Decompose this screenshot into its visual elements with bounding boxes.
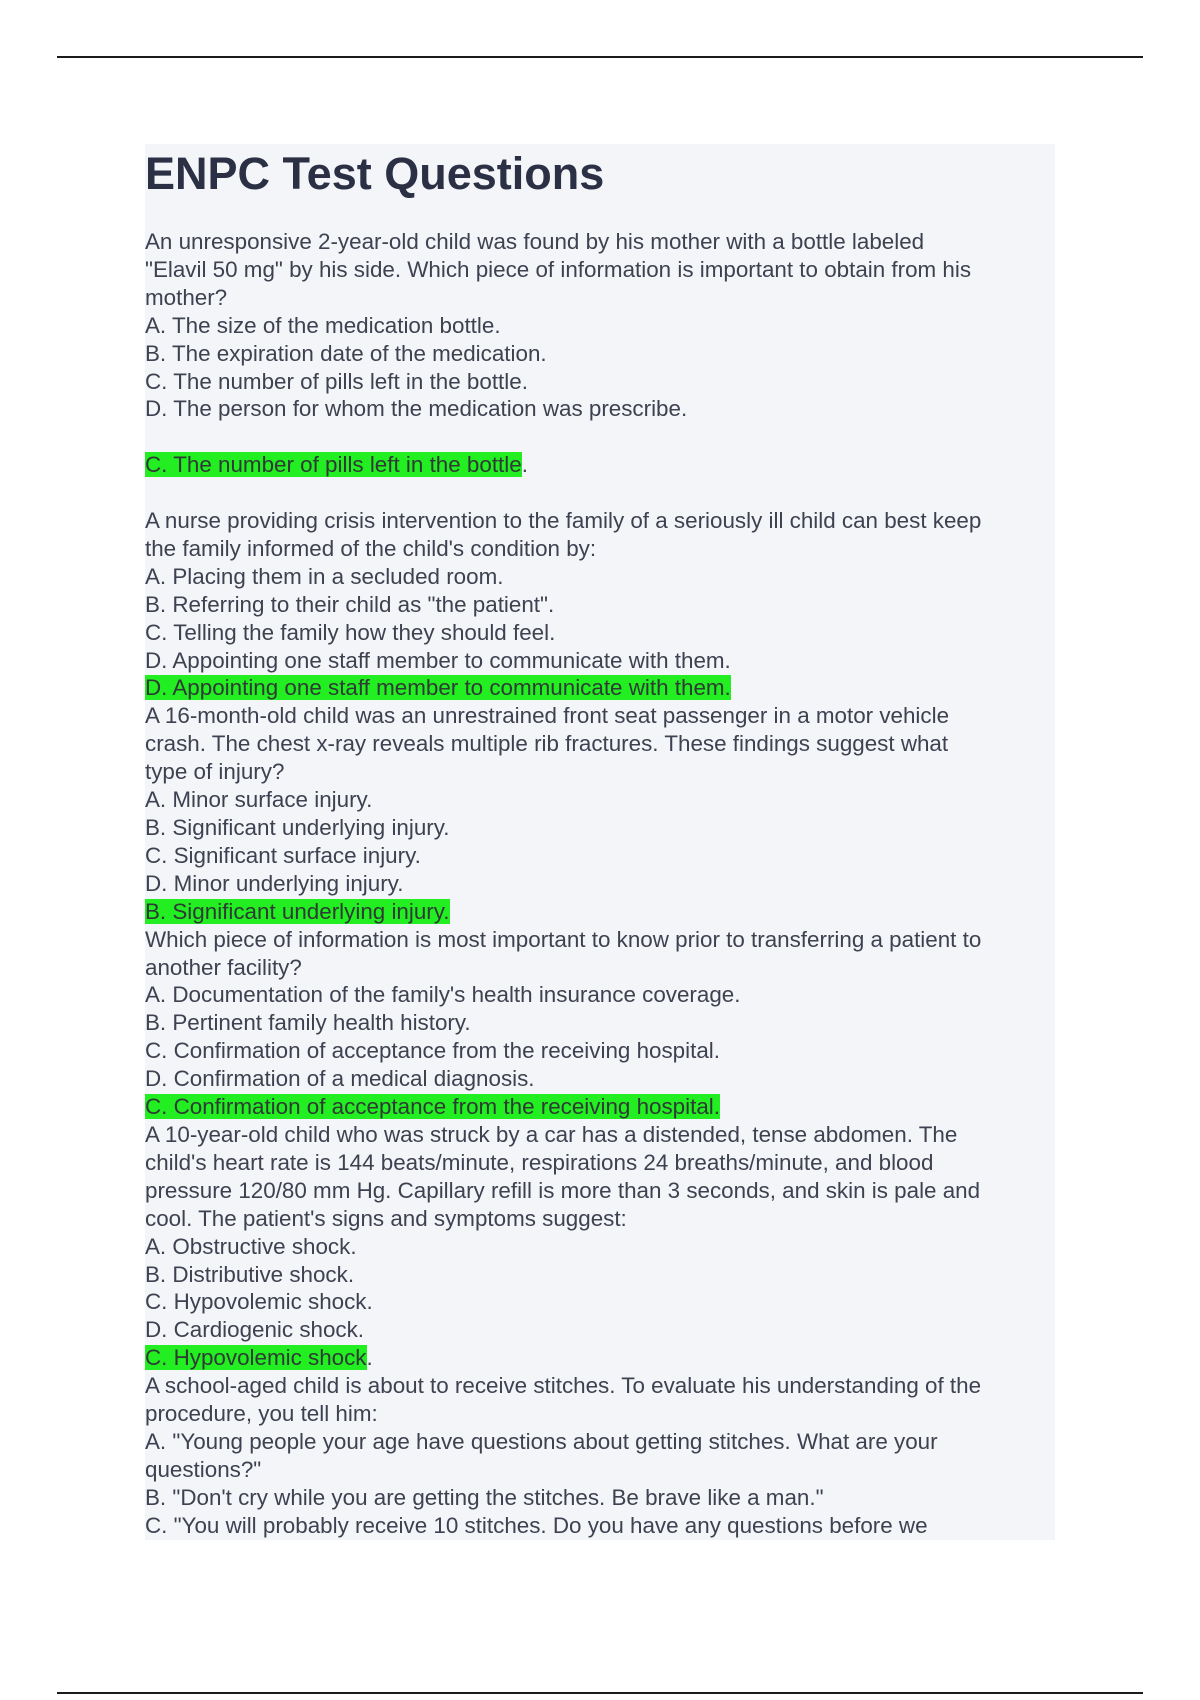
question-block (145, 507, 1055, 702)
question-text: child's heart rate is 144 beats/minute, respirations 24 breaths/minute, and blood (145, 1149, 934, 1175)
footer-rule (57, 1692, 1143, 1694)
question-text: A 10-year-old child who was struck by a car has a distended, tense abdomen. The (145, 1121, 958, 1147)
correct-answer (145, 1093, 1055, 1121)
question-text: Which piece of information is most important to know prior to transferring a patient to (145, 926, 982, 952)
header-rule (57, 56, 1143, 58)
question-block (145, 228, 1055, 507)
page-title: ENPC Test Questions (145, 148, 605, 199)
answer-option: B. Pertinent family health history. (145, 1010, 471, 1036)
answer-option: C. Confirmation of acceptance from the receiving hospital. (145, 1038, 720, 1064)
question-block (145, 926, 1055, 1121)
question-text: An unresponsive 2-year-old child was found by his mother with a bottle labeled (145, 229, 925, 254)
answer-option: C. Hypovolemic shock. (145, 1289, 373, 1315)
correct-answer-highlight: C. The number of pills left in the bottle (145, 452, 522, 478)
question-text: procedure, you tell him: (145, 1401, 378, 1427)
question-text: A nurse providing crisis intervention to the family of a seriously ill child can best keep (145, 508, 982, 534)
question-text: pressure 120/80 mm Hg. Capillary refill is more than 3 seconds, and skin is pale and (145, 1177, 981, 1203)
answer-option: D. Minor underlying injury. (145, 870, 404, 896)
correct-answer-highlight: C. Confirmation of acceptance from the receiving hospital. (145, 1094, 720, 1120)
correct-answer (145, 1344, 1055, 1372)
correct-answer-highlight: B. Significant underlying injury. (145, 898, 450, 924)
content-area (145, 144, 1055, 1540)
question-text: another facility? (145, 954, 302, 980)
answer-option: B. "Don't cry while you are getting the stitches. Be brave like a man." (145, 1484, 824, 1510)
answer-option: A. Obstructive shock. (145, 1233, 357, 1259)
question-text: A 16-month-old child was an unrestrained front seat passenger in a motor vehicle (145, 703, 950, 729)
answer-option: C. The number of pills left in the bottle. (145, 368, 528, 394)
question-block (145, 1121, 1055, 1372)
answer-option: C. Significant surface injury. (145, 842, 421, 868)
correct-answer (145, 898, 1055, 926)
question-block (145, 1372, 1055, 1539)
answer-option: A. Documentation of the family's health insurance coverage. (145, 982, 741, 1008)
question-text: "Elavil 50 mg" by his side. Which piece of information is important to obtain from his (145, 256, 972, 282)
answer-option: B. Significant underlying injury. (145, 815, 450, 840)
question-text: crash. The chest x-ray reveals multiple rib fractures. These findings suggest what (145, 731, 949, 757)
question-text: A school-aged child is about to receive stitches. To evaluate his understanding of the (145, 1373, 982, 1399)
answer-option: A. Placing them in a secluded room. (145, 563, 504, 589)
answer-option: B. Distributive shock. (145, 1261, 355, 1287)
correct-answer (145, 451, 1055, 479)
answer-option: A. "Young people your age have questions about getting stitches. What are your (145, 1428, 938, 1454)
question-text: cool. The patient's signs and symptoms suggest: (145, 1205, 627, 1231)
answer-suffix: . (521, 452, 528, 478)
answer-option: D. The person for whom the medication was prescribe. (145, 396, 688, 422)
answer-option: C. Telling the family how they should feel. (145, 619, 556, 645)
question-text: the family informed of the child's condition by: (145, 535, 597, 561)
answer-option: B. The expiration date of the medication. (145, 340, 547, 366)
correct-answer-highlight: D. Appointing one staff member to communicate with them. (145, 675, 731, 701)
correct-answer-highlight: C. Hypovolemic shock (145, 1345, 367, 1371)
correct-answer (145, 674, 1055, 702)
answer-option: C. "You will probably receive 10 stitches. Do you have any questions before we (145, 1512, 928, 1538)
answer-option: D. Cardiogenic shock. (145, 1317, 365, 1343)
answer-option: A. The size of the medication bottle. (145, 312, 501, 338)
answer-option: D. Appointing one staff member to communicate with them. (145, 647, 731, 673)
question-text: type of injury? (145, 759, 285, 785)
answer-option: B. Referring to their child as "the patient". (145, 591, 555, 617)
answer-option: A. Minor surface injury. (145, 787, 373, 813)
answer-option: questions?" (145, 1456, 262, 1482)
question-text: mother? (145, 284, 228, 310)
answer-option: D. Confirmation of a medical diagnosis. (145, 1066, 535, 1092)
answer-suffix: . (366, 1345, 373, 1371)
question-block (145, 702, 1055, 925)
